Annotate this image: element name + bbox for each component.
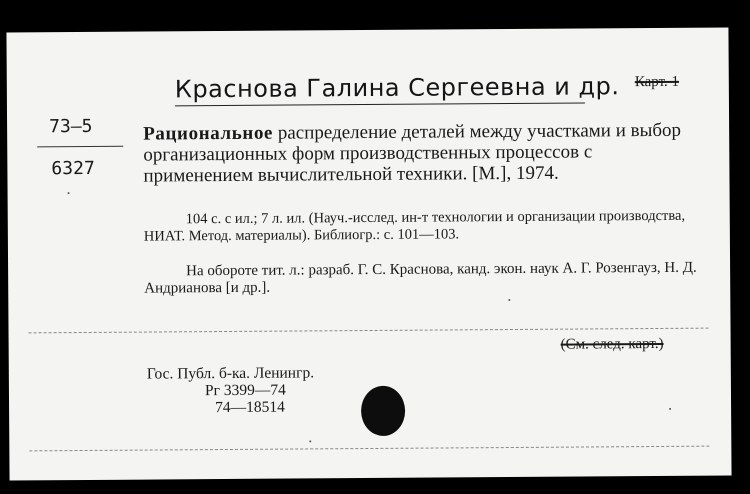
- bibliography-note: Библиогр.: с. 101—103.: [313, 225, 460, 243]
- handwriting-underline: [175, 102, 585, 106]
- ink-blot: [361, 386, 405, 436]
- inventory-number: 6327: [51, 157, 95, 180]
- series-note: (Науч.-исслед. ин-т технологии и организации производства, НИАТ. Метод. материалы).: [143, 207, 686, 245]
- handwritten-author: Краснова Галина Сергеевна и др.: [174, 72, 620, 104]
- title-block: [143, 120, 703, 187]
- speck: [309, 440, 311, 442]
- library-name: Гос. Публ. б-ка. Ленингр.: [146, 364, 315, 383]
- classification-mark: 73—5: [49, 115, 93, 138]
- speck: [508, 299, 510, 301]
- see-next-card: (См. след. карт.): [560, 335, 664, 353]
- verso-note: На обороте тит. л.: разраб. Г. С. Краснова, канд. экон. наук А. Г. Розенгауз, Н. Д. Андрианова [и др.].: [144, 259, 697, 297]
- speck: [68, 192, 70, 194]
- title-lead: Рациональное: [143, 122, 274, 145]
- accession-number: 74—18514: [215, 398, 285, 417]
- speck: [669, 408, 671, 410]
- physical-description: 104 с. с ил.; 7 л. ил.: [185, 210, 306, 228]
- collation-block: [144, 208, 704, 245]
- card-number-struck: Карт. 1: [634, 73, 680, 91]
- faint-line-1: [29, 328, 709, 334]
- faint-line-2: [29, 446, 709, 452]
- catalog-card: [6, 27, 731, 480]
- shelfmark: Рг 3399—74: [204, 381, 286, 400]
- classification-divider: [37, 146, 123, 148]
- title-rest: распределение деталей между участками и выбор организационных форм производственных процессов с применением вычислительной техники. [М.], 1974.: [143, 119, 682, 187]
